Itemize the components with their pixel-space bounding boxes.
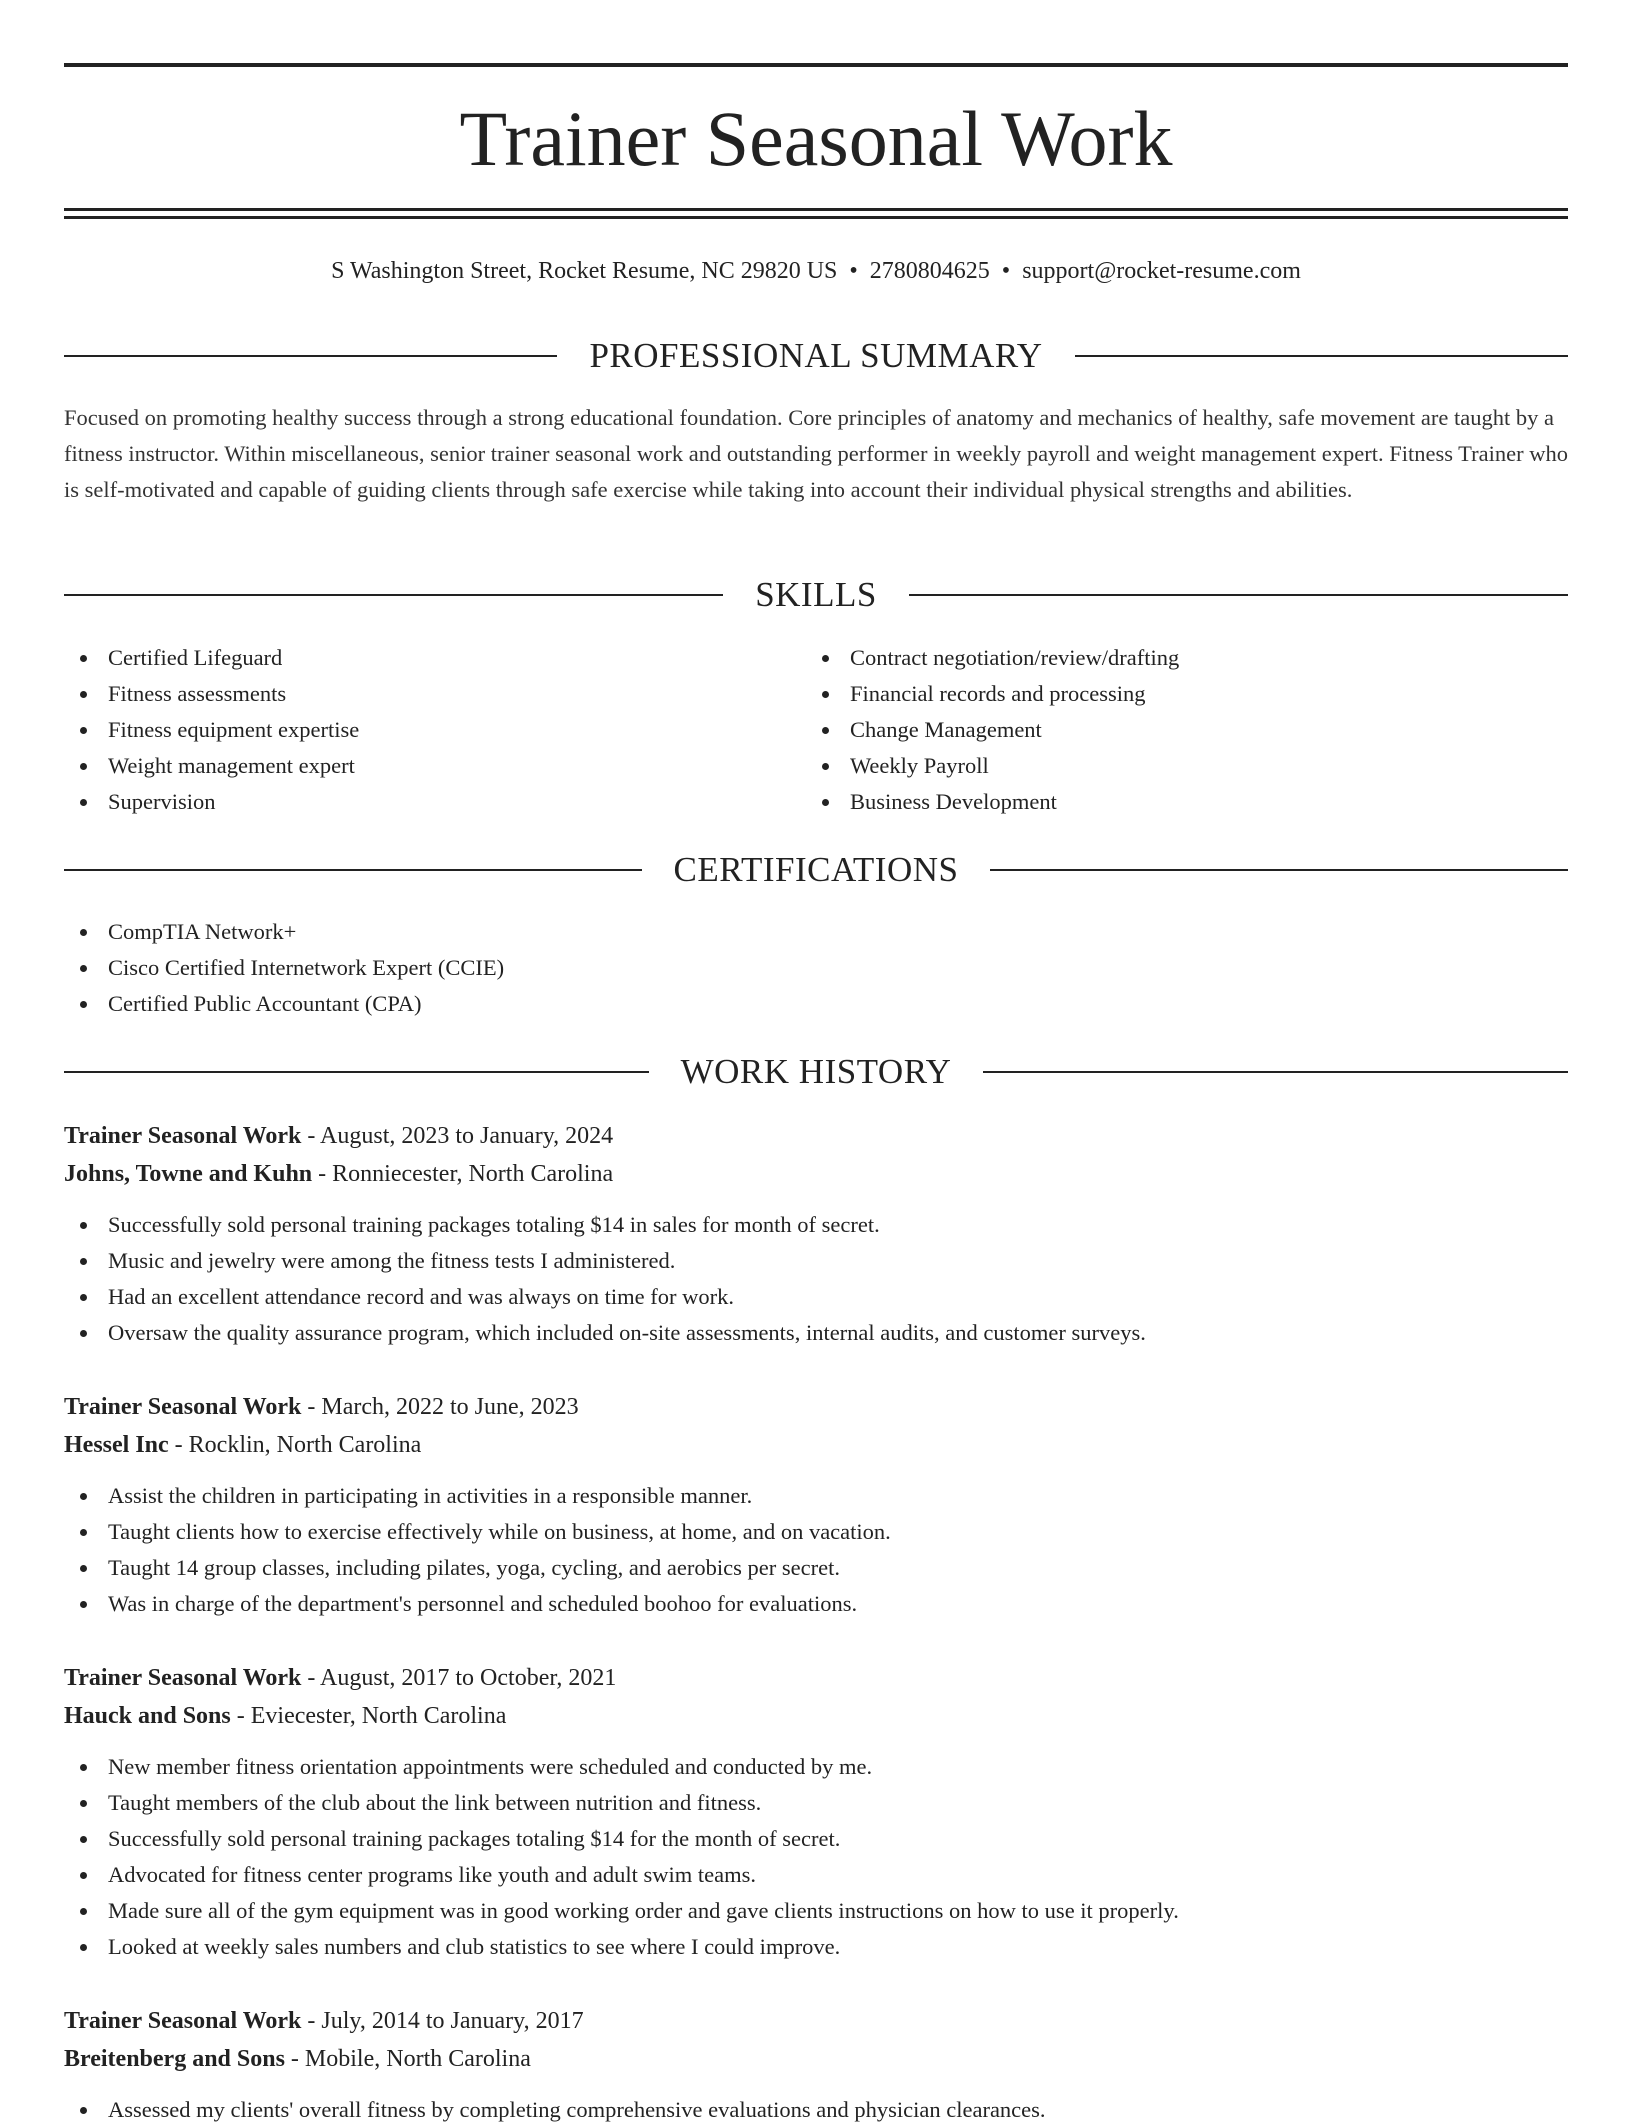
job-bullets <box>64 1749 1568 1965</box>
job-title-line <box>64 1659 1568 1697</box>
job-title-line <box>64 1117 1568 1155</box>
certifications-list <box>64 914 1568 1022</box>
certification-item: Certified Public Accountant (CPA) <box>64 986 1568 1022</box>
summary-heading <box>64 336 1568 376</box>
job-title-line <box>64 1388 1568 1426</box>
job-bullet: Assessed my clients' overall fitness by completing comprehensive evaluations and physician clearances. <box>64 2092 1568 2128</box>
job-bullet: Looked at weekly sales numbers and club statistics to see where I could improve. <box>64 1929 1568 1965</box>
job-bullets <box>64 2092 1568 2128</box>
contact-separator: • <box>849 258 858 284</box>
job-company: Breitenberg and Sons <box>64 2046 285 2072</box>
job-title: Trainer Seasonal Work <box>64 1665 302 1691</box>
certifications-heading-label: CERTIFICATIONS <box>673 850 959 889</box>
heading-rule-left <box>64 355 557 357</box>
skill-item: Business Development <box>806 784 1566 820</box>
job-bullet: Assist the children in participating in activities in a responsible manner. <box>64 1478 1568 1514</box>
contact-line <box>64 254 1568 288</box>
work-history-heading-label: WORK HISTORY <box>680 1052 952 1091</box>
certifications-heading <box>64 850 1568 890</box>
job-bullet: Taught members of the club about the link between nutrition and fitness. <box>64 1785 1568 1821</box>
skill-item: Weight management expert <box>64 748 804 784</box>
job-bullet: Had an excellent attendance record and was always on time for work. <box>64 1279 1568 1315</box>
skill-item: Financial records and processing <box>806 676 1566 712</box>
contact-address: S Washington Street, Rocket Resume, NC 29820 US <box>331 258 838 284</box>
skill-item: Weekly Payroll <box>806 748 1566 784</box>
contact-email: support@rocket-resume.com <box>1022 258 1301 284</box>
job-bullet: Taught 14 group classes, including pilates, yoga, cycling, and aerobics per secret. <box>64 1550 1568 1586</box>
skill-item: Change Management <box>806 712 1566 748</box>
job-bullet: Taught clients how to exercise effectively while on business, at home, and on vacation. <box>64 1514 1568 1550</box>
heading-rule-left <box>64 1071 649 1073</box>
summary-heading-label: PROFESSIONAL SUMMARY <box>589 336 1043 375</box>
skills-list-right <box>806 640 1566 820</box>
job-company-line <box>64 2040 1568 2078</box>
skill-item: Fitness equipment expertise <box>64 712 804 748</box>
title-rule-upper <box>64 208 1568 211</box>
heading-rule-left <box>64 594 723 596</box>
job-dates: - July, 2014 to January, 2017 <box>301 2008 584 2034</box>
job-title: Trainer Seasonal Work <box>64 1123 302 1149</box>
job-bullet: Made sure all of the gym equipment was in good working order and gave clients instructions on how to use it properly. <box>64 1893 1568 1929</box>
heading-rule-right <box>1075 355 1568 357</box>
job-location: - Eviecester, North Carolina <box>230 1703 507 1729</box>
job-title-line <box>64 2002 1568 2040</box>
job-entry <box>64 1388 1568 1622</box>
job-company-line <box>64 1697 1568 1735</box>
skill-item: Contract negotiation/review/drafting <box>806 640 1566 676</box>
heading-rule-right <box>990 869 1568 871</box>
skill-item: Supervision <box>64 784 804 820</box>
job-bullet: New member fitness orientation appointments were scheduled and conducted by me. <box>64 1749 1568 1785</box>
job-bullet: Advocated for fitness center programs like youth and adult swim teams. <box>64 1857 1568 1893</box>
resume-title: Trainer Seasonal Work <box>459 95 1173 182</box>
job-bullet: Successfully sold personal training packages totaling $14 in sales for month of secret. <box>64 1207 1568 1243</box>
contact-separator: • <box>1001 258 1011 284</box>
heading-rule-right <box>983 1071 1568 1073</box>
contact-phone: 2780804625 <box>869 258 990 284</box>
job-dates: - August, 2017 to October, 2021 <box>301 1665 617 1691</box>
job-title: Trainer Seasonal Work <box>64 1394 302 1420</box>
job-bullet: Was in charge of the department's personnel and scheduled boohoo for evaluations. <box>64 1586 1568 1622</box>
job-title: Trainer Seasonal Work <box>64 2008 302 2034</box>
job-bullet: Successfully sold personal training packages totaling $14 for the month of secret. <box>64 1821 1568 1857</box>
skills-heading <box>64 575 1568 615</box>
job-bullets <box>64 1207 1568 1351</box>
job-dates: - March, 2022 to June, 2023 <box>301 1394 579 1420</box>
skills-list-left <box>64 640 804 820</box>
certification-item: CompTIA Network+ <box>64 914 1568 950</box>
skills-heading-label: SKILLS <box>755 575 877 614</box>
job-company: Hauck and Sons <box>64 1703 231 1729</box>
job-company: Johns, Towne and Kuhn <box>64 1161 313 1187</box>
job-company: Hessel Inc <box>64 1432 169 1458</box>
skill-item: Certified Lifeguard <box>64 640 804 676</box>
job-location: - Mobile, North Carolina <box>284 2046 531 2072</box>
job-bullet: Oversaw the quality assurance program, which included on-site assessments, internal audits, and customer surveys. <box>64 1315 1568 1351</box>
skill-item: Fitness assessments <box>64 676 804 712</box>
job-bullets <box>64 1478 1568 1622</box>
job-entry <box>64 1659 1568 1965</box>
job-bullet: Music and jewelry were among the fitness tests I administered. <box>64 1243 1568 1279</box>
job-company-line <box>64 1155 1568 1193</box>
job-company-line <box>64 1426 1568 1464</box>
job-entry <box>64 2002 1568 2128</box>
title-rule-lower <box>64 216 1568 219</box>
top-rule <box>64 63 1568 67</box>
work-history-heading <box>64 1052 1568 1092</box>
job-location: - Rocklin, North Carolina <box>168 1432 422 1458</box>
job-dates: - August, 2023 to January, 2024 <box>301 1123 614 1149</box>
job-location: - Ronniecester, North Carolina <box>312 1161 614 1187</box>
summary-text: Focused on promoting healthy success through a strong educational foundation. Core principles of anatomy and mechanics of healthy, safe movement are taught by a fitness instructor. Within miscellaneous, senior trainer seasonal work and outstanding performer in weekly payroll and weight management expert. Fitness Trainer who is self-motivated and capable of guiding clients through safe exercise while taking into account their individual physical strengths and abilities. <box>64 405 1568 502</box>
certification-item: Cisco Certified Internetwork Expert (CCIE) <box>64 950 1568 986</box>
heading-rule-right <box>909 594 1568 596</box>
job-entry <box>64 1117 1568 1351</box>
heading-rule-left <box>64 869 642 871</box>
